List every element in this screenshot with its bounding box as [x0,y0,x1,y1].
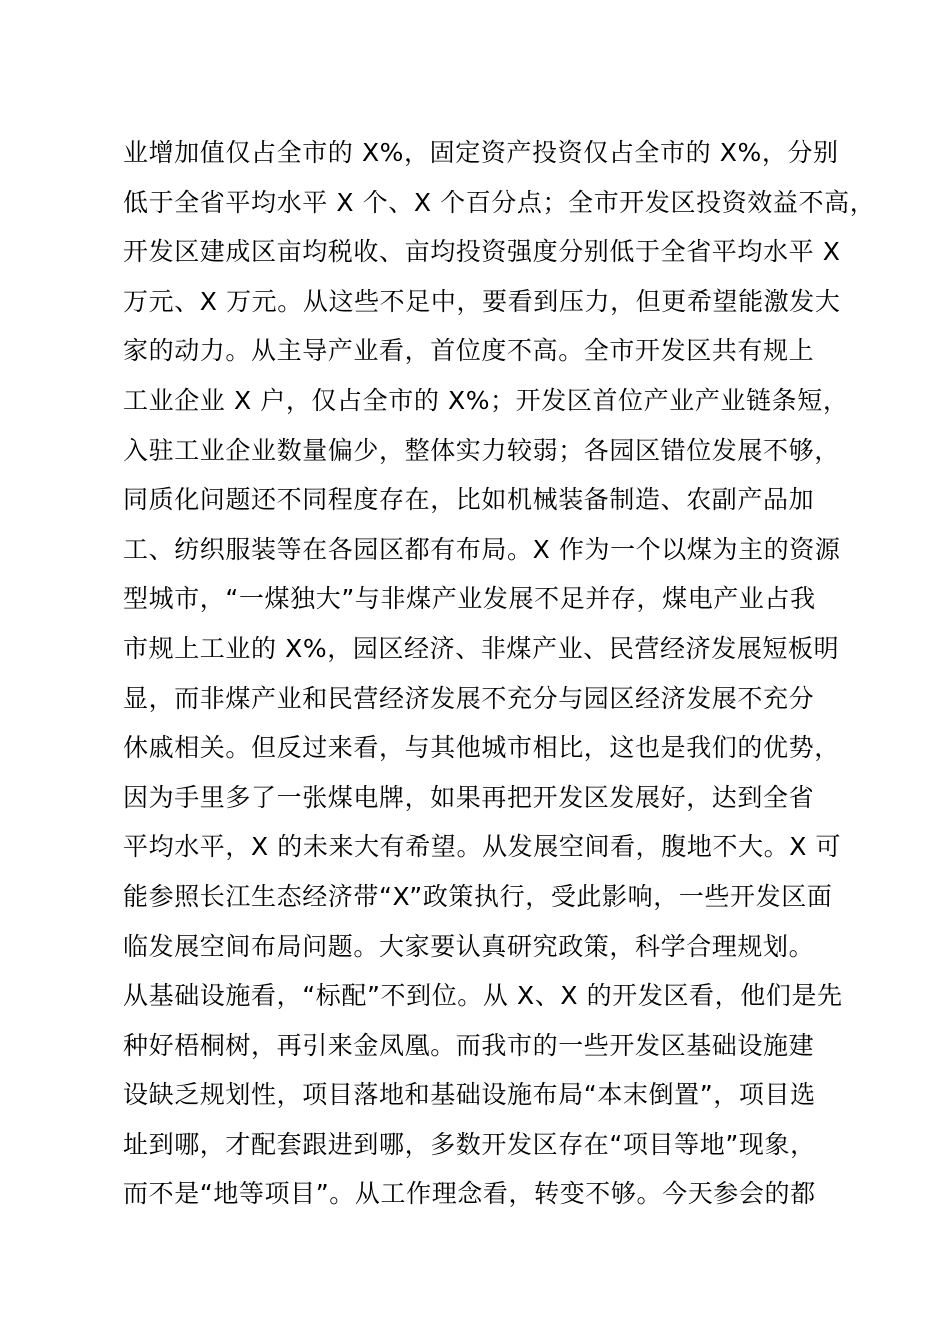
text-line-20: 设缺乏规划性，项目落地和基础设施布局“本末倒置”，项目选 [123,1080,816,1110]
text-line-3: 开发区建成区亩均税收、亩均投资强度分别低于全省平均水平 X [123,237,841,267]
text-line-7: 入驻工业企业数量偏少，整体实力较弱；各园区错位发展不够， [123,435,840,465]
text-line-6: 工业企业 X 户，仅占全市的 X%；开发区首位产业产业链条短， [123,385,849,415]
text-line-8: 同质化问题还不同程度存在，比如机械装备制造、农副产品加 [123,485,815,515]
text-line-15: 平均水平，X 的未来大有希望。从发展空间看，腹地不大。X 可 [123,832,842,862]
text-line-1: 业增加值仅占全市的 X%，固定资产投资仅占全市的 X%，分别 [123,138,839,167]
text-line-11: 市规上工业的 X%，园区经济、非煤产业、民营经济发展短板明 [123,633,840,663]
text-line-18: 从基础设施看，“标配”不到位。从 X、X 的开发区看，他们是先 [123,981,843,1011]
text-line-14: 因为手里多了一张煤电牌，如果再把开发区发展好，达到全省 [123,782,815,812]
text-line-12: 显，而非煤产业和民营经济发展不充分与园区经济发展不充分 [123,683,815,713]
text-line-16: 能参照长江生态经济带“X”政策执行，受此影响，一些开发区面 [123,881,833,911]
text-line-2: 低于全省平均水平 X 个、X 个百分点；全市开发区投资效益不高， [123,187,876,217]
text-line-13: 休戚相关。但反过来看，与其他城市相比，这也是我们的优势， [123,733,840,763]
body-text [123,128,883,1219]
text-line-9: 工、纺织服装等在各园区都有布局。X 作为一个以煤为主的资源 [123,534,841,564]
text-line-5: 家的动力。从主导产业看，首位度不高。全市开发区共有规上 [123,336,815,366]
text-line-4: 万元、X 万元。从这些不足中，要看到压力，但更希望能激发大 [123,286,841,316]
text-line-19: 种好梧桐树，再引来金凤凰。而我市的一些开发区基础设施建 [123,1030,815,1060]
text-line-21: 址到哪，才配套跟进到哪，多数开发区存在“项目等地”现象， [123,1129,816,1159]
text-line-17: 临发展空间布局问题。大家要认真研究政策，科学合理规划。 [123,931,815,961]
text-line-22: 而不是“地等项目”。从工作理念看，转变不够。今天参会的都 [123,1179,816,1209]
text-line-10: 型城市，“一煤独大”与非煤产业发展不足并存，煤电产业占我 [123,584,816,614]
